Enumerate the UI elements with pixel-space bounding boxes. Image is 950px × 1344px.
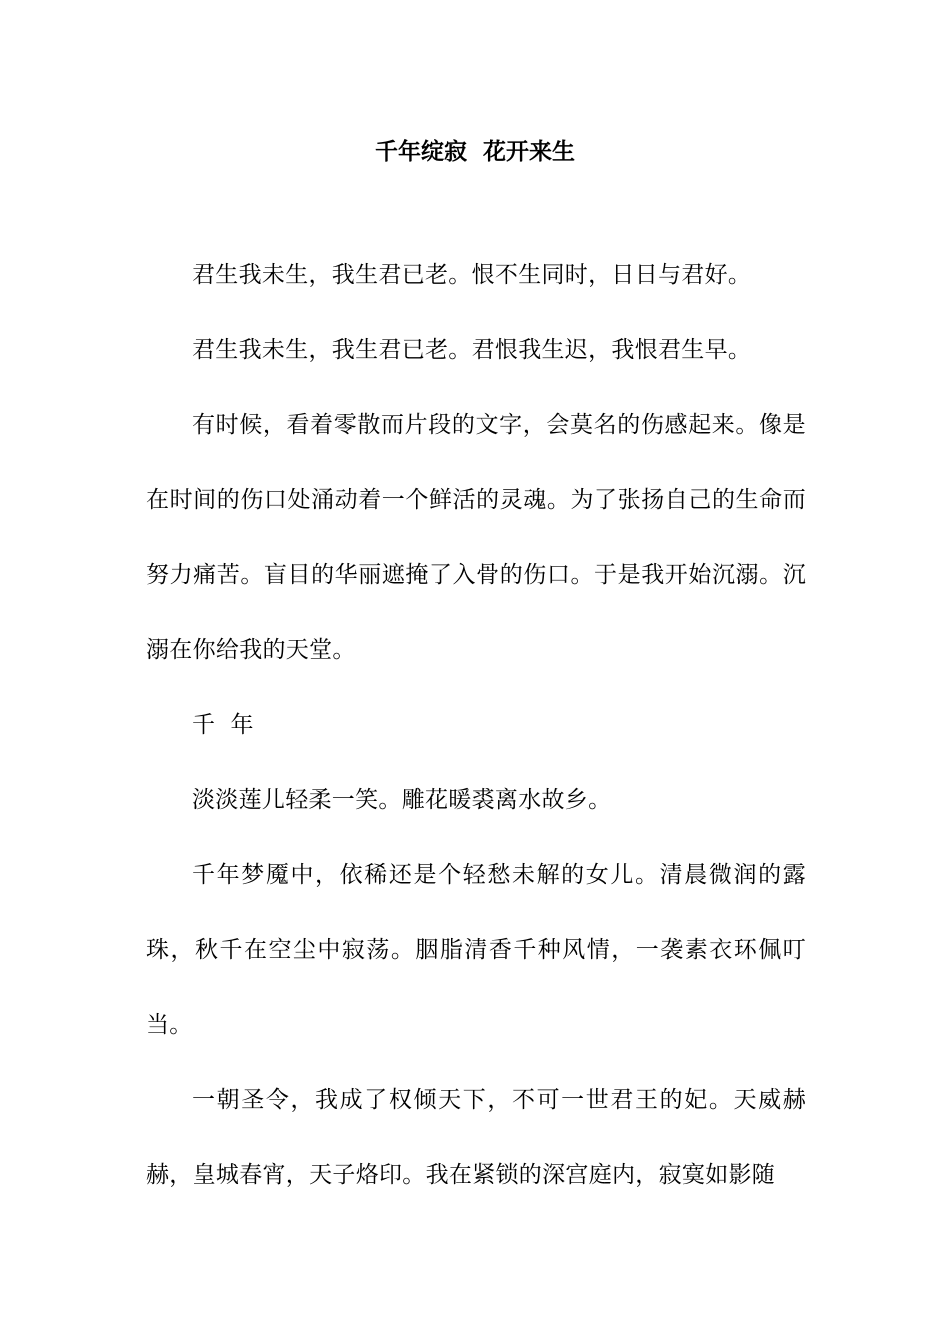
paragraph-2: 君生我未生，我生君已老。君恨我生迟，我恨君生早。 bbox=[192, 337, 752, 363]
paragraph-3: 有时候，看着零散而片段的文字，会莫名的伤感起来。像是在时间的伤口处涌动着一个鲜活的灵魂。为了张扬自己的生命而努力痛苦。盲目的华丽遮掩了入骨的伤口。于是我开始沉溺。沉溺在你给我的天堂。 bbox=[146, 412, 806, 663]
paragraph-6: 一朝圣令，我成了权倾天下，不可一世君王的妃。天威赫赫，皇城春宵，天子烙印。我在紧锁的深宫庭内，寂寞如影随 bbox=[146, 1087, 806, 1188]
document-body bbox=[146, 255, 806, 1230]
paragraph-1: 君生我未生，我生君已老。恨不生同时，日日与君好。 bbox=[192, 262, 752, 288]
section-heading: 千 年 bbox=[192, 712, 254, 738]
paragraph-5: 千年梦魇中，依稀还是个轻愁未解的女儿。清晨微润的露珠，秋千在空尘中寂荡。胭脂清香千种风情，一袭素衣环佩叮当。 bbox=[146, 862, 806, 1038]
document-title: 千年绽寂 花开来生 bbox=[374, 138, 575, 165]
paragraph-4: 淡淡莲儿轻柔一笑。雕花暖裘离水故乡。 bbox=[192, 787, 612, 813]
